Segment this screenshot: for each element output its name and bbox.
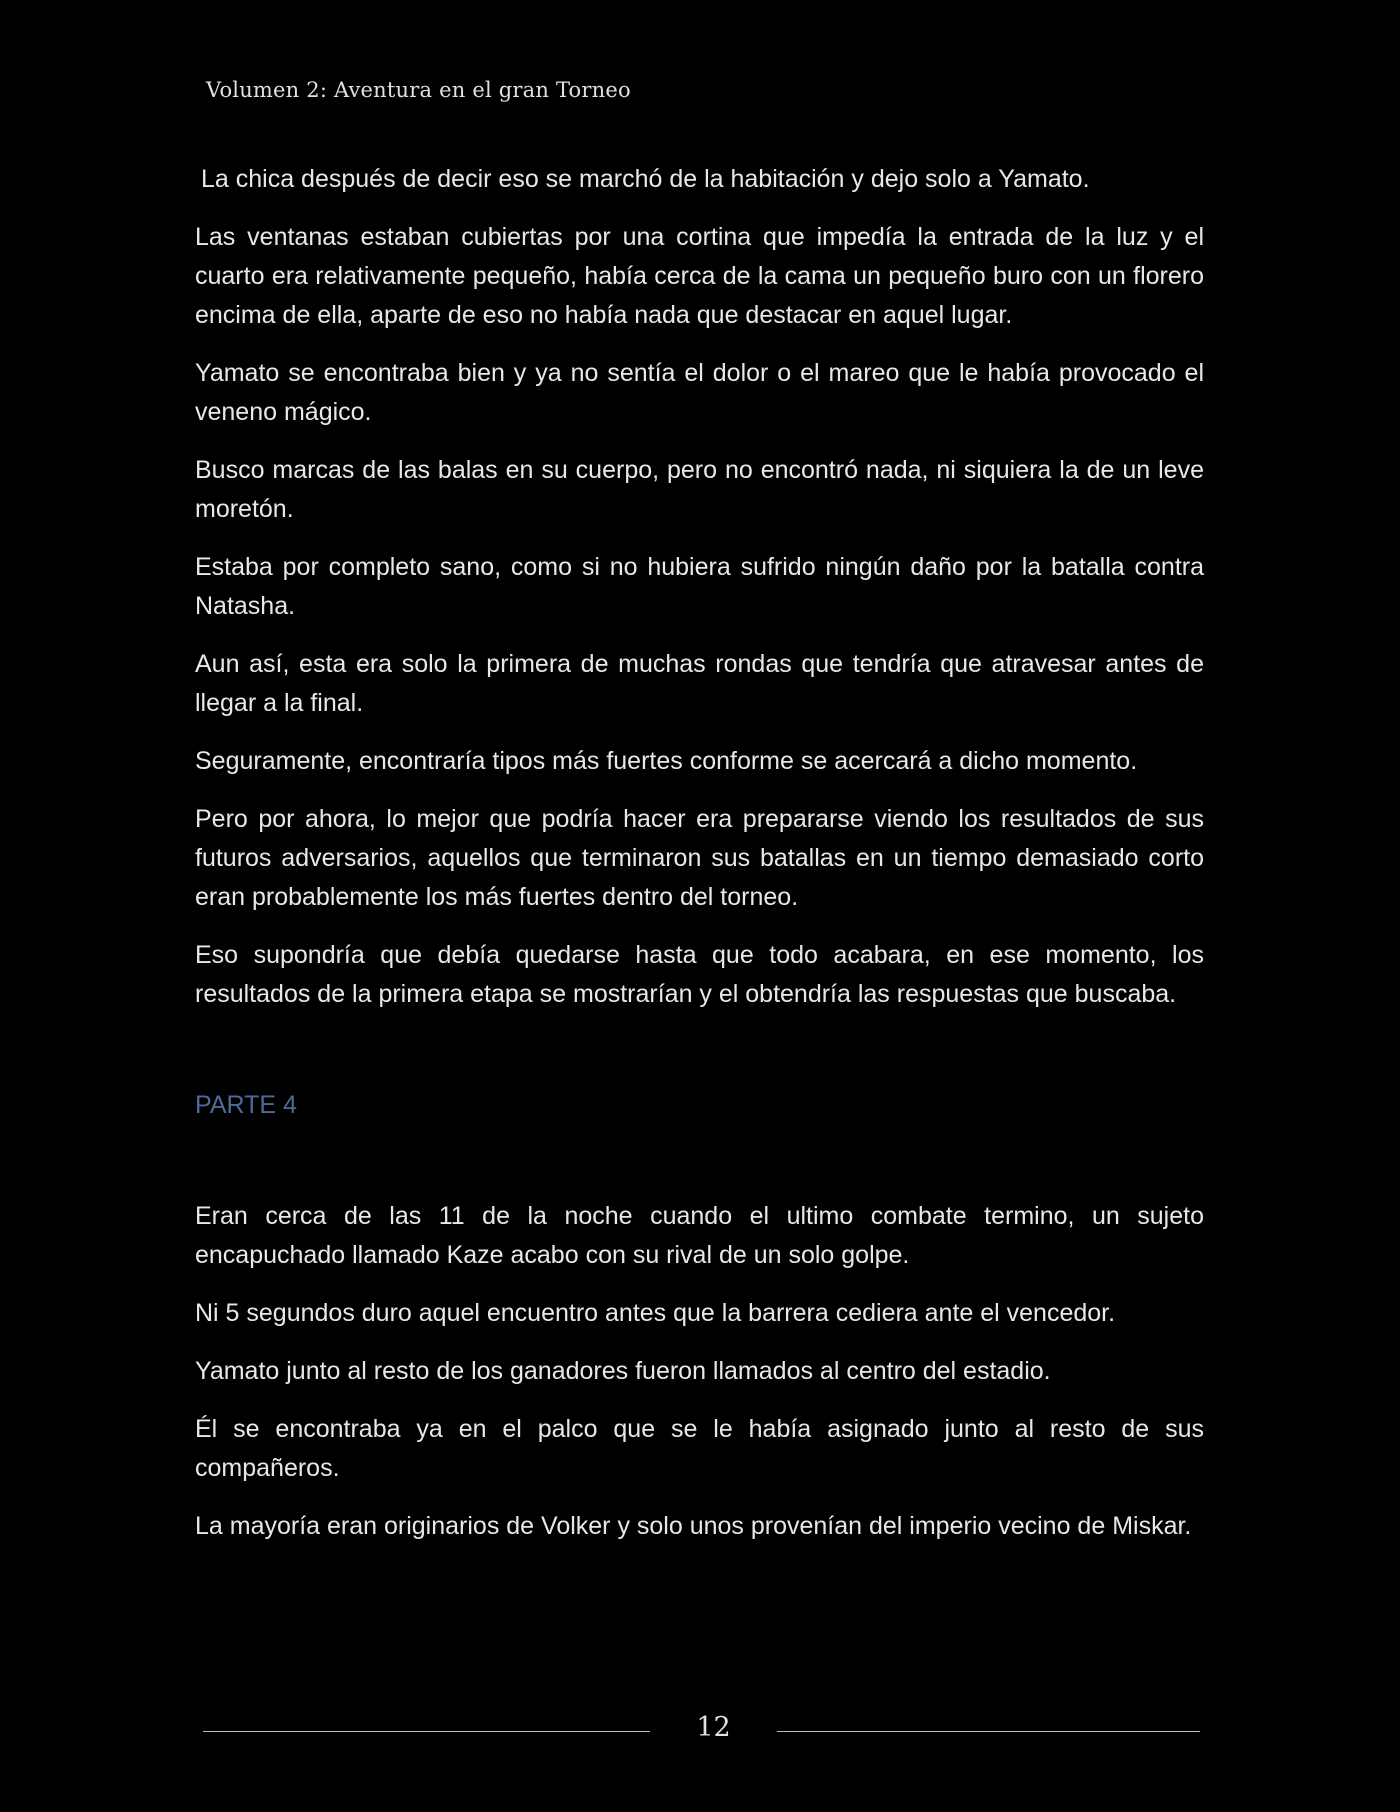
running-header: Volumen 2: Aventura en el gran Torneo [206,78,631,102]
paragraph: Eso supondría que debía quedarse hasta que todo acabara, en ese momento, los resultados de la primera etapa se mostrarían y el obtendría las respuestas que buscaba. [195,941,1204,1008]
footer-rule-left [203,1731,650,1732]
paragraph: La mayoría eran originarios de Volker y solo unos provenían del imperio vecino de Miskar. [195,1512,1192,1540]
paragraph: Ni 5 segundos duro aquel encuentro antes que la barrera cediera ante el vencedor. [195,1299,1116,1327]
paragraph: Él se encontraba ya en el palco que se le había asignado junto al resto de sus compañeros. [195,1415,1204,1482]
page-body [195,160,1204,1565]
paragraph: Yamato se encontraba bien y ya no sentía el dolor o el mareo que le había provocado el veneno mágico. [195,359,1204,426]
paragraph: Seguramente, encontraría tipos más fuertes conforme se acercará a dicho momento. [195,747,1138,775]
paragraph: Busco marcas de las balas en su cuerpo, pero no encontró nada, ni siquiera la de un leve moretón. [195,456,1204,523]
page-footer [203,1712,1198,1752]
paragraph: La chica después de decir eso se marchó de la habitación y dejo solo a Yamato. [201,165,1090,193]
footer-rule-right [777,1731,1200,1732]
paragraph: Estaba por completo sano, como si no hubiera sufrido ningún daño por la batalla contra Natasha. [195,553,1204,620]
paragraph: Yamato junto al resto de los ganadores fueron llamados al centro del estadio. [195,1357,1051,1385]
paragraph: Eran cerca de las 11 de la noche cuando el ultimo combate termino, un sujeto encapuchado llamado Kaze acabo con su rival de un solo golpe. [195,1202,1204,1269]
paragraph: Aun así, esta era solo la primera de muchas rondas que tendría que atravesar antes de llegar a la final. [195,650,1204,717]
paragraph: Las ventanas estaban cubiertas por una cortina que impedía la entrada de la luz y el cuarto era relativamente pequeño, había cerca de la cama un pequeño buro con un florero encima de ella, aparte de eso no había nada que destacar en aquel lugar. [195,223,1204,329]
section-heading: PARTE 4 [195,1091,297,1119]
paragraph: Pero por ahora, lo mejor que podría hacer era prepararse viendo los resultados de sus futuros adversarios, aquellos que terminaron sus batallas en un tiempo demasiado corto eran probablemente los más fuertes dentro del torneo. [195,805,1204,911]
page-number: 12 [696,1712,731,1743]
